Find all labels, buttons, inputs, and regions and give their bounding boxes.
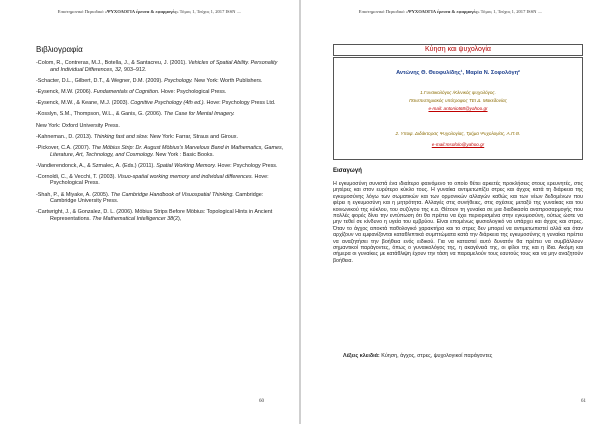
reference-item [36,89,286,96]
reference-item [36,100,286,107]
running-header: Επιστημονικό Περιοδικό «ΨΥΧΟΛΟΓΙΑ έρευνα & εφαρμογές» Τόμος 1, Τεύχος 1, 2017 ISSN .... [57,9,242,14]
bibliography [36,45,286,227]
journal-name: ΨΥΧΟΛΟΓΙΑ έρευνα & εφαρμογές [408,9,478,14]
page-number: 61 [581,399,586,404]
reference-title: The Case for Mental Imagery. [163,111,235,118]
reference-item [36,163,286,170]
reference-item [36,192,286,205]
reference-text: -Schacter, D.L., Gilbert, D.T., & Wegner, D.M. (2009). [36,77,165,84]
reference-title: The Möbius Strip: Dr. August Möbius's Marvelous Band in Mathematics, Games, Literature, Art, Technology, and Cosmology. [50,144,284,158]
intro-paragraph: Η εγκυμοσύνη συνιστά ένα ιδιαίτερο φαινόμενο το οποίο θέτει αρκετές προκλήσεις στους ερευνητές, στις μητέρες και στον ευρύτερο κύκλο τους. Η γυναίκα αντιμετωπίζει στρες και άγχος κατά τη διάρκεια της εγκυμοσύνης λόγω των σωματικών και των ορμονικών αλλαγών καθώς και των νέων δεδομένων που φέρει η εγκυμοσύνη και η μητρότητα. Αλλαγές στις συνήθειες, στις σχέσεις μεταξύ της γυναίκας και του κοινωνικού της κύκλου, του συζύγου της κ.α. Θέτουν τη γυναίκα σε μια διαδικασία αναπροσαρμογής που πολλές φορές δίνει την εντύπωση ότι θα πρέπει να έχει περιορισμένα στην εγκυμοσύνη, ούτως ώστε να μην τεθεί σε κίνδυνο η υγεία του εμβρύου. Είναι επομένως φυσιολογικό να υπάρχει και άγχος και στρες. Όταν το άγχος αποκτά παθολογικό χαρακτήρα και το στρες δεν μπορεί να αντιμετωπιστεί αλλά και όταν αρχίζουν να εμφανίζονται καταθλιπτικά συμπτώματα κατά την διάρκεια της εγκυμοσύνης η γυναίκα πρέπει να αναζητήσει την βοήθεια ενός ειδικού. Για να καταστεί αυτό δυνατόν θα πρέπει να συμβάλλουν σημαντικοί παράγοντες, όπως ο γυναικολόγος της, η ακαγένειά της, οι φίλοι της και η ίδια. Ακόμη και σήμερα οι γυναίκες με κατάθλιψη έχουν την τάση να παραμελούν τους εαυτούς τους και να μην αναζητούν βοήθεια. [333,181,583,264]
reference-title: Cognitive Psychology (4th ed.). [130,100,205,107]
authors: Αντώνης Θ. Θεοφυλίδης¹, Μαρία Ν. Σοφολόγη² [396,70,520,76]
reference-item [36,123,286,130]
reference-text: New York: Oxford University Press. [36,122,120,129]
reference-item [36,145,286,158]
article-title: Κύηση και ψυχολογία [333,44,583,56]
reference-title: The Mathematical Intelligencer 38 [92,216,174,223]
reference-text: -Eysenck, M.W., & Keane, M.J. (2003). [36,100,131,107]
right-page [301,0,600,424]
journal-name: ΨΥΧΟΛΟΓΙΑ έρευνα & εφαρμογές [107,9,177,14]
reference-item [36,174,286,187]
reference-item [36,78,286,85]
reference-publisher: Hove: Psychological Press. [50,173,269,187]
reference-item [36,134,286,141]
affiliation-2: 2. Υποψ. Διδάκτορας Ψυχολογίας, Τμήμα Ψυχολογίας, Α.Π.Θ. [395,131,521,136]
reference-title: The Cambridge Handbook of Visuospatial Thinking. [110,191,234,198]
reference-text: -Pickover, C.A. (2007). [36,144,92,151]
reference-text: -Vandierendonck, A., & Szmalec, A. (Eds.) (2011). [36,162,157,169]
reference-publisher: Hove: Psychology Press Ltd. [204,100,276,107]
reference-title: Fundamentals of Cognition. [93,88,160,95]
reference-text: -Colom, R., Contreras, M.J., Botella, J., & Santacreu, J. (2001). [36,60,189,66]
reference-text: -Kahneman., D. (2013). [36,133,94,140]
reference-text: -Cornoldi, C., & Vecchi, T. (2003). [36,173,118,180]
reference-title: Spatial Working Memory. [156,162,217,169]
reference-text: -Kosslyn, S.M., Thompson, W.L., & Ganis, G. (2006). [36,111,164,118]
reference-item [36,209,286,222]
running-header: Επιστημονικό Περιοδικό «ΨΥΧΟΛΟΓΙΑ έρευνα & εφαρμογές» Τόμος 1, Τεύχος 1, 2017 ISSN .... [358,9,543,14]
reference-publisher: Hove: Psychological Press. [159,88,227,95]
reference-publisher: 903–912. [122,66,147,73]
reference-item [36,111,286,118]
reference-publisher: Cambridge: Cambridge University Press. [50,191,264,205]
author-2-email[interactable]: e-mail:msofolo@yahoo.gr [431,142,485,147]
reference-publisher: New York : Basic Books. [153,151,214,158]
reference-text: -Eysenck, M.W. (2006). [36,88,94,95]
reference-list [36,60,286,223]
reference-publisher: Hove: Psychology Press. [216,162,278,169]
affiliation-1-institution: Πανεπιστημιακός υπότροφος ΤΕΙ Δ. Μακεδονίας [409,98,507,103]
reference-text: -Shah, P., & Miyake, A. (2005). [36,191,111,198]
author-box [333,57,583,160]
reference-publisher: New York: Worth Publishers. [192,77,263,84]
affiliation-1: 1.Γυναικολόγος /Κλινικός ψυχολόγος. [420,90,496,95]
author-1-email[interactable]: e-mail: antoniot68@yahoo.gr [428,106,488,111]
reference-item [36,60,286,73]
section-heading: Εισαγωγή [333,168,362,174]
reference-title: Vehicles of Spatial Ability. Personality and Individual Differences, 32, [50,60,278,73]
reference-publisher: New York: Farrar, Straus and Giroux. [148,133,238,140]
bibliography-title: Βιβλιογραφία [36,45,83,54]
reference-title: Thinking fast and slow. [93,133,149,140]
page-number: 60 [259,399,264,404]
reference-title: Psychology. [164,77,193,84]
keywords-text: Κύηση, άγχος, στρες, ψυχολογικοί παράγοντες [379,353,493,359]
reference-text: -Cartwright, J., & Gonzalez, D. L. (2006). Möbius Strips Before Möbius: Topological Hints in Ancient Representations. [36,209,273,223]
left-page [0,0,299,424]
keywords [343,353,492,359]
reference-title: Visuo-spatial working memory and individual differences. [117,173,254,180]
reference-publisher: (2), [173,216,182,223]
keywords-label: Λέξεις κλειδιά: [343,353,380,359]
